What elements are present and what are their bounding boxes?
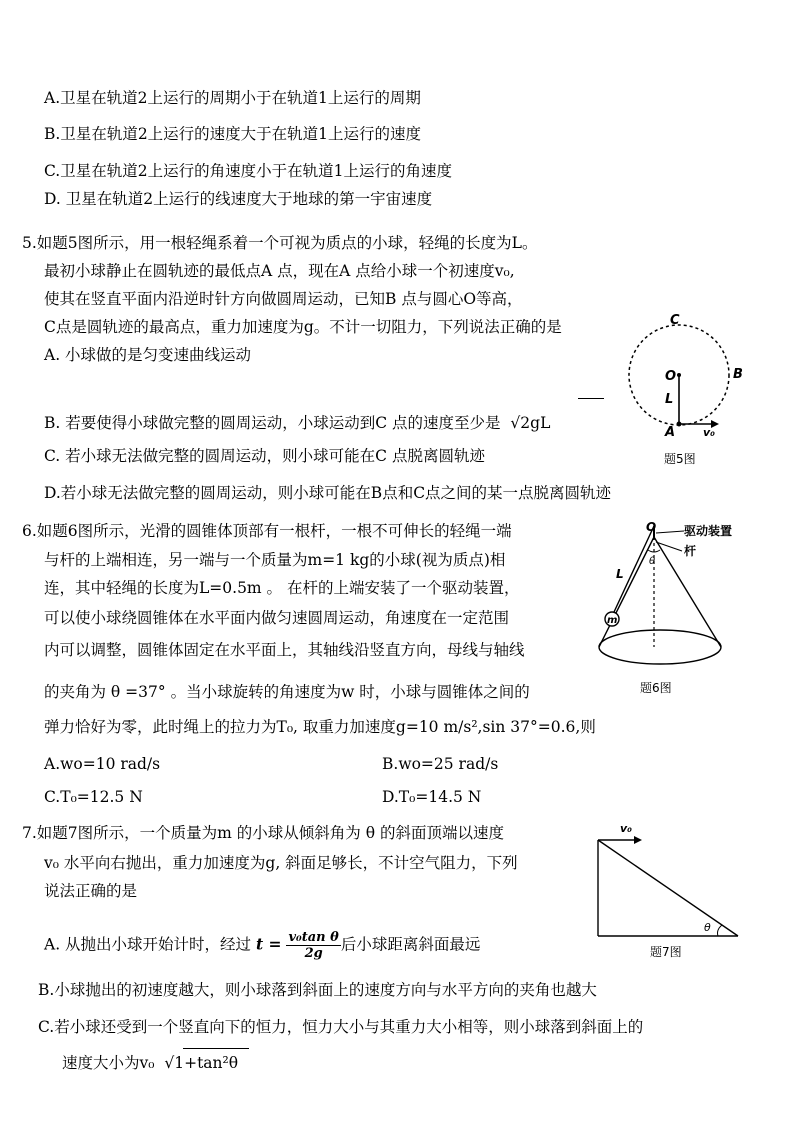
cone-base <box>599 630 721 664</box>
q5-stem-line2: 最初小球静止在圆轨迹的最低点A 点，现在A 点给小球一个初速度v₀, <box>44 262 515 280</box>
q6-stem-line4: 可以使小球绕圆锥体在水平面内做匀速圆周运动，角速度在一定范围 <box>44 609 510 627</box>
q5-stem-line4: C点是圆轨迹的最高点，重力加速度为g。不计一切阻力，下列说法正确的是 <box>44 318 562 336</box>
q7-formula-fraction <box>286 930 340 961</box>
q7-formula-denominator: 2g <box>304 946 323 961</box>
q6-figure-caption: 题6图 <box>640 681 672 695</box>
q6-figure <box>592 520 757 700</box>
q7-option-c-line1: C.若小球还受到一个竖直向下的恒力，恒力大小与其重力大小相等，则小球落到斜面上的 <box>38 1018 644 1036</box>
label-b: B <box>733 367 743 382</box>
q4-option-c: C.卫星在轨道2上运行的角速度小于在轨道1上运行的角速度 <box>44 162 452 180</box>
q5-option-d: D.若小球无法做完整的圆周运动，则小球可能在B点和C点之间的某一点脱离圆轨迹 <box>44 484 612 502</box>
q7-stem-line2: v₀ 水平向右抛出，重力加速度为g, 斜面足够长，不计空气阻力，下列 <box>44 854 518 872</box>
q6-option-b: B.wo=25 rad/s <box>382 755 499 773</box>
q4-option-b: B.卫星在轨道2上运行的速度大于在轨道1上运行的速度 <box>44 125 422 143</box>
q6-option-c: C.T₀=12.5 N <box>44 788 143 806</box>
q7-option-c-pre: 速度大小为v₀ <box>62 1054 155 1072</box>
q7-option-a-post: 后小球距离斜面最远 <box>340 935 481 954</box>
label-v0: v₀ <box>620 822 632 835</box>
label-l: L <box>665 392 674 407</box>
label-o: O <box>665 369 677 384</box>
drive-leader <box>656 531 684 533</box>
q6-stem-line1: 6.如题6图所示，光滑的圆锥体顶部有一根杆，一根不可伸长的轻绳一端 <box>22 522 512 540</box>
label-theta: θ <box>704 921 711 934</box>
label-l: L <box>616 567 624 581</box>
q6-stem-line5: 内可以调整，圆锥体固定在水平面上，其轴线沿竖直方向，母线与轴线 <box>44 641 525 659</box>
q5-figure <box>625 310 750 475</box>
q5-sqrt-overline <box>578 398 604 399</box>
q7-option-c-value: √1+tan²θ <box>164 1054 239 1072</box>
label-rod: 杆 <box>684 544 697 558</box>
q7-option-b: B.小球抛出的初速度越大，则小球落到斜面上的速度方向与水平方向的夹角也越大 <box>38 981 597 999</box>
q7-figure-caption: 题7图 <box>650 945 682 959</box>
q6-stem-line7: 弹力恰好为零，此时绳上的拉力为T₀, 取重力加速度g=10 m/s²,sin 37°=0.6,则 <box>44 718 596 736</box>
q6-stem-line6: 的夹角为 θ =37° 。当小球旋转的角速度为w 时，小球与圆锥体之间的 <box>44 683 530 701</box>
theta-arc <box>718 925 723 936</box>
label-a: A <box>665 425 676 440</box>
q6-stem-line3: 连，其中轻绳的长度为L=0.5m 。 在杆的上端安装了一个驱动装置， <box>44 579 520 597</box>
q5-option-c: C. 若小球无法做完整的圆周运动，则小球可能在C 点脱离圆轨迹 <box>44 447 485 465</box>
q7-formula-numerator: v₀tan θ <box>288 930 339 945</box>
q7-option-c-line2 <box>62 1053 238 1073</box>
q4-option-a: A.卫星在轨道2上运行的周期小于在轨道1上运行的周期 <box>44 89 421 107</box>
q7-option-a <box>44 930 480 961</box>
q5-stem-line1: 5.如题5图所示，用一根轻绳系着一个可视为质点的小球，轻绳的长度为L。 <box>22 234 538 252</box>
ball-at-a <box>677 422 682 427</box>
label-c: C <box>670 313 680 328</box>
q7-stem-line3: 说法正确的是 <box>44 882 138 900</box>
q6-option-d: D.T₀=14.5 N <box>382 788 482 806</box>
q5-stem-line3: 使其在竖直平面内沿逆时针方向做圆周运动，已知B 点与圆心O等高， <box>44 290 523 308</box>
q7-figure <box>592 816 752 966</box>
q6-stem-line2: 与杆的上端相连，另一端与一个质量为m=1 kg的小球(视为质点)相 <box>44 551 506 569</box>
q4-option-d: D. 卫星在轨道2上运行的线速度大于地球的第一宇宙速度 <box>44 190 433 208</box>
q7-option-a-pre: A. 从抛出小球开始计时，经过 <box>44 935 252 954</box>
v0-arrowhead <box>634 836 642 844</box>
q5-option-b-value: √2gL <box>510 414 551 432</box>
q5-option-b-text: B. 若要使得小球做完整的圆周运动，小球运动到C 点的速度至少是 <box>44 414 501 432</box>
label-v0: v₀ <box>703 426 715 439</box>
label-theta: θ <box>649 556 656 567</box>
label-o: O <box>646 520 657 534</box>
q5-option-a: A. 小球做的是匀变速曲线运动 <box>44 346 252 364</box>
q7-sqrt-overline <box>183 1048 249 1049</box>
q7-formula-t: t = <box>256 934 282 954</box>
q5-figure-caption: 题5图 <box>664 452 696 466</box>
label-m: m <box>607 615 618 626</box>
center-point <box>677 373 681 377</box>
q5-option-b <box>44 413 550 433</box>
incline-hypotenuse <box>598 840 738 936</box>
q7-stem-line1: 7.如题7图所示，一个质量为m 的小球从倾斜角为 θ 的斜面顶端以速度 <box>22 824 504 842</box>
label-drive: 驱动装置 <box>684 524 733 538</box>
q6-option-a: A.wo=10 rad/s <box>44 755 161 773</box>
